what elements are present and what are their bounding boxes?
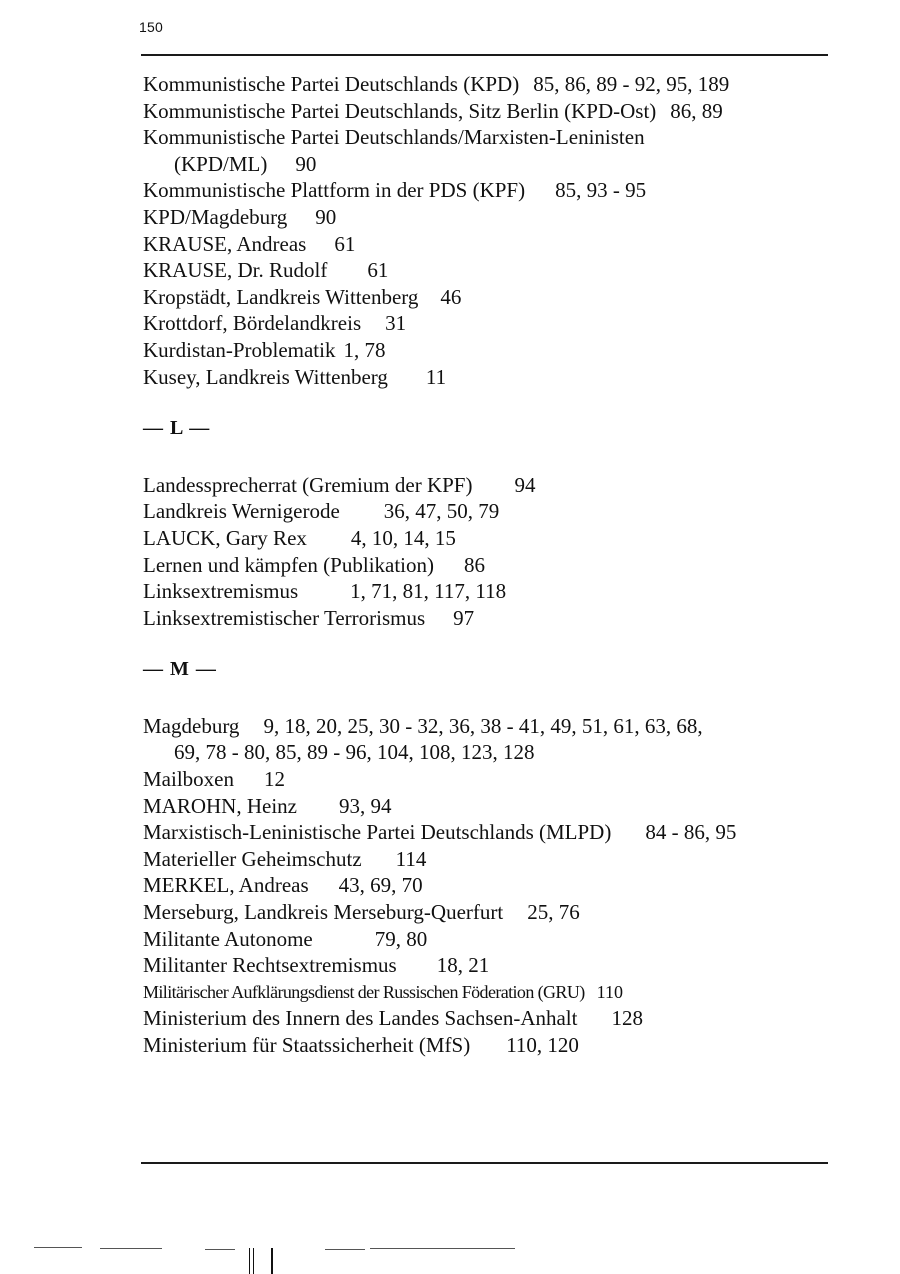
entry-pages: 9, 18, 20, 25, 30 - 32, 36, 38 - 41, 49, 51, 61, 63, 68,: [263, 713, 703, 738]
header-rule: [141, 54, 828, 56]
entry-pages: 90: [315, 204, 337, 229]
entry-pages: 86: [464, 552, 486, 577]
entry-term: Kurdistan-Problematik: [143, 337, 336, 362]
index-entry: [143, 71, 843, 98]
entry-pages: 84 - 86, 95: [645, 820, 737, 845]
entry-term: Magdeburg: [143, 713, 240, 738]
footer-rule: [141, 1162, 828, 1164]
entry-pages: 85, 86, 89 - 92, 95, 189: [533, 72, 730, 96]
entry-pages: 79, 80: [374, 926, 428, 951]
entry-term: KRAUSE, Dr. Rudolf: [143, 258, 328, 283]
index-entry: [143, 472, 843, 499]
index-entry: [143, 337, 843, 364]
entry-pages: 93, 94: [338, 793, 392, 818]
index-entry: [143, 578, 843, 605]
index-entry: [143, 552, 843, 579]
entry-term: Landessprecherrat (Gremium der KPF): [143, 472, 473, 497]
page-number: 150: [139, 19, 163, 35]
index-entry: [143, 98, 843, 125]
entry-pages: 25, 76: [527, 900, 580, 925]
entry-pages: 114: [395, 846, 427, 871]
index-entry: [143, 766, 843, 793]
entry-pages: 61: [367, 258, 389, 283]
entry-pages: 1, 71, 81, 117, 118: [350, 579, 507, 604]
index-entry: [143, 231, 843, 258]
entry-pages: 12: [263, 767, 285, 792]
scan-artifact-line: [325, 1249, 365, 1250]
index-entry: [143, 1032, 843, 1059]
entry-term: Kropstädt, Landkreis Wittenberg: [143, 284, 419, 309]
index-entry: [143, 284, 843, 311]
entry-term: Krottdorf, Bördelandkreis: [143, 311, 362, 336]
index-entry: [143, 605, 843, 632]
entry-pages: 90: [295, 151, 317, 176]
entry-continuation: [143, 151, 843, 178]
entry-term: Lernen und kämpfen (Publikation): [143, 552, 435, 577]
entry-term: KRAUSE, Andreas: [143, 231, 307, 256]
entry-term: Kommunistische Plattform in der PDS (KPF): [143, 178, 526, 203]
index-entry: [143, 713, 843, 766]
index-entry: [143, 952, 843, 979]
index-entry: [143, 204, 843, 231]
scan-artifact-line: [205, 1249, 235, 1250]
index-entry: [143, 1005, 843, 1032]
entry-term: Kommunistische Partei Deutschlands, Sitz Berlin (KPD-Ost): [143, 98, 657, 123]
index-entry: [143, 979, 843, 1006]
entry-pages: 46: [440, 284, 462, 309]
entry-term: Materieller Geheimschutz: [143, 846, 362, 871]
index-content: [143, 71, 843, 1059]
scan-artifact-bar: [271, 1248, 273, 1274]
entry-pages: 97: [453, 605, 475, 630]
scan-artifact-bar: [249, 1248, 250, 1274]
entry-pages: 128: [611, 1006, 643, 1031]
entry-pages: 1, 78: [343, 337, 386, 362]
scan-artifact-line: [100, 1248, 162, 1249]
index-entry: [143, 124, 843, 177]
entry-term: Landkreis Wernigerode: [143, 499, 340, 524]
entry-term: Kommunistische Partei Deutschlands (KPD): [143, 72, 520, 96]
index-entry: [143, 525, 843, 552]
entry-pages-continuation: 69, 78 - 80, 85, 89 - 96, 104, 108, 123, 128: [174, 740, 535, 765]
entry-term: Ministerium des Innern des Landes Sachsen-Anhalt: [143, 1006, 578, 1031]
entry-term: KPD/Magdeburg: [143, 204, 288, 229]
entry-pages: 110: [596, 981, 623, 1002]
section-heading-l: — L —: [143, 417, 211, 440]
scan-artifact-line: [370, 1248, 515, 1249]
index-section-l: [143, 415, 843, 631]
entry-term: Kusey, Landkreis Wittenberg: [143, 364, 388, 389]
index-section-k: [143, 71, 843, 390]
entry-pages: 4, 10, 14, 15: [350, 525, 456, 550]
entry-term: Linksextremistischer Terrorismus: [143, 605, 426, 630]
entry-pages: 85, 93 - 95: [555, 178, 647, 203]
index-entry: [143, 498, 843, 525]
section-heading-m: — M —: [143, 658, 217, 681]
index-entry: [143, 310, 843, 337]
entry-term: LAUCK, Gary Rex: [143, 525, 307, 550]
entry-pages: 11: [425, 364, 447, 389]
entry-term: Mailboxen: [143, 767, 234, 792]
index-entry: [143, 177, 843, 204]
index-entry: [143, 257, 843, 284]
entry-pages: 110, 120: [506, 1033, 579, 1057]
index-entry: [143, 926, 843, 953]
entry-term: Kommunistische Partei Deutschlands/Marxisten-Leninisten: [143, 125, 645, 150]
entry-term: Merseburg, Landkreis Merseburg-Querfurt: [143, 900, 504, 925]
entry-term: Ministerium für Staatssicherheit (MfS): [143, 1033, 471, 1057]
entry-pages: 43, 69, 70: [338, 873, 423, 898]
entry-pages: 61: [334, 231, 356, 256]
entry-term: Militärischer Aufklärungsdienst der Russischen Föderation (GRU): [143, 981, 585, 1002]
index-entry: [143, 846, 843, 873]
entry-pages: 94: [514, 472, 536, 497]
entry-term: Marxistisch-Leninistische Partei Deutschlands (MLPD): [143, 820, 612, 845]
index-entry: [143, 793, 843, 820]
entry-pages: 36, 47, 50, 79: [383, 499, 500, 524]
entry-term: MAROHN, Heinz: [143, 793, 297, 818]
index-entry: [143, 872, 843, 899]
entry-pages: 31: [385, 311, 407, 336]
entry-term: Militante Autonome: [143, 926, 313, 951]
index-entry: [143, 899, 843, 926]
entry-pages: 18, 21: [436, 953, 490, 978]
scan-artifact-line: [34, 1247, 82, 1248]
scan-artifacts: [0, 1240, 900, 1274]
index-section-m: [143, 656, 843, 1058]
entry-pages: 86, 89: [670, 98, 723, 123]
index-entry: [143, 364, 843, 391]
index-entry: [143, 819, 843, 846]
entry-term-continuation: (KPD/ML): [174, 151, 268, 176]
entry-term: Militanter Rechtsextremismus: [143, 953, 397, 978]
scan-artifact-bar: [253, 1248, 254, 1274]
entry-term: MERKEL, Andreas: [143, 873, 309, 898]
entry-term: Linksextremismus: [143, 579, 299, 604]
